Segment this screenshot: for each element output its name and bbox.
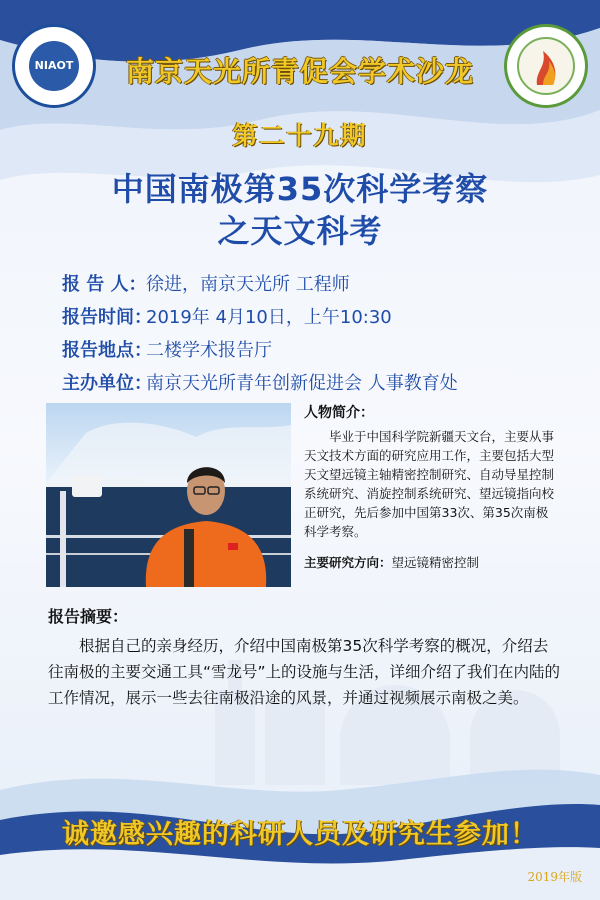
research-direction-value: 望远镜精密控制 [391,555,480,570]
info-label: 报 告 人： [62,274,147,295]
youth-association-logo [504,24,588,108]
info-row-location [62,334,458,367]
version-label: 2019年版 [527,870,582,884]
info-value: 南京天光所青年创新促进会 人事教育处 [146,373,458,394]
research-direction [304,553,554,572]
title-line-2: 之天文科考 [217,212,383,250]
info-row-time [62,301,458,334]
info-label: 报告时间： [62,307,152,328]
info-label: 报告地点： [62,340,152,361]
info-value: 2019年 4月10日，上午10:30 [146,307,392,328]
speaker-photo [46,403,291,587]
niaot-logo [12,24,96,108]
speaker-bio [304,404,554,572]
event-info [62,268,458,400]
abstract-text: 根据自己的亲身经历，介绍中国南极第35次科学考察的概况，介绍去往南极的主要交通工具“雪龙号”上的设施与生活，详细介绍了我们在内陆的工作情况，展示一些去往南极沿途的风景，并通过视频展示南极之美。 [48,637,561,707]
research-direction-label: 主要研究方向： [304,555,392,570]
bio-text: 毕业于中国科学院新疆天文台，主要从事天文技术方面的研究应用工作，主要包括大型天文望远镜主轴精密控制研究、自动导星控制系统研究、消旋控制系统研究、望远镜指向校正研究，先后参加中国第33次、第35次南极科学考察。 [304,429,555,539]
page-title [0,168,600,252]
info-value: 二楼学术报告厅 [146,340,272,361]
info-value: 徐进，南京天光所 工程师 [146,274,350,295]
bio-heading: 人物简介： [304,405,374,421]
invitation-banner: 诚邀感兴趣的科研人员及研究生参加！ [62,819,538,850]
salon-title: 南京天光所青促会学术沙龙 [125,55,474,88]
title-line-1: 中国南极第35次科学考察 [111,170,489,208]
flame-icon [507,27,585,105]
info-label: 主办单位： [62,373,152,394]
info-row-speaker [62,268,458,301]
niaot-logo-mark: NIAOT [29,41,79,91]
info-row-organizer [62,367,458,400]
abstract-heading: 报告摘要： [48,607,129,626]
report-abstract [48,604,563,711]
issue-number: 第二十九期 [232,121,368,150]
